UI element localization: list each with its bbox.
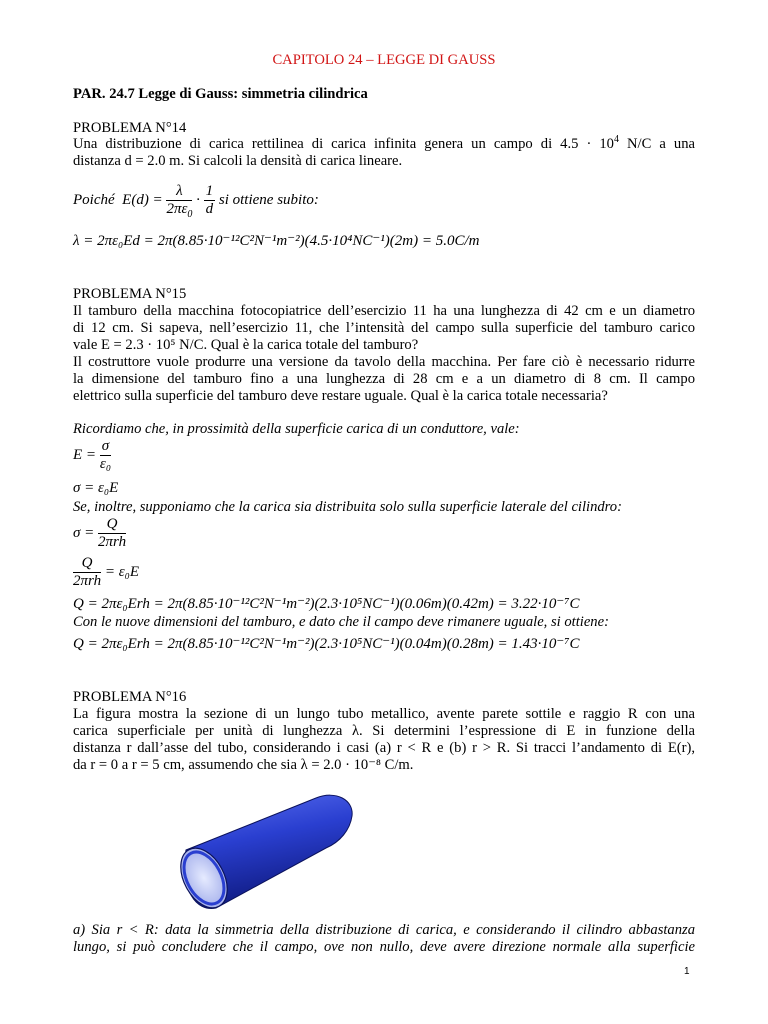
problem15-text-line: di 12 cm. Si sapeva, nell’esercizio 11, che l’intensità del campo sulla superficie del tamburo carico <box>73 320 695 336</box>
page-number: 1 <box>684 966 690 977</box>
problem15-text-line: vale E = 2.3 · 10⁵ N/C. Qual è la carica totale del tamburo? <box>73 337 419 353</box>
problem14-text-line: Una distribuzione di carica rettilinea di carica infinita genera un campo di $4.5 \cdot 10^4$ N/C a una <box>73 134 695 152</box>
formula-q1: Q = 2πε₀Erh = 2π(8.85·10⁻¹²C²N⁻¹m⁻²)(2.3·10⁵NC⁻¹)(0.06m)(0.42m) = 3.22·10⁻⁷C <box>73 596 580 612</box>
problem14-formula: Poiché E(d) = $\frac{\lambda}{2\pi\varepsilon_0}$ · $\frac{1}{d}$ si ottiene subito: <box>73 183 319 220</box>
formula-sigma-q: σ = $\frac{Q}{\text{2πrh}}$ <box>73 516 127 550</box>
fraction: $\frac{1}{d}$ <box>205 183 214 217</box>
problem14-text-line: distanza d = 2.0 m. Si calcoli la densità di carica lineare. <box>73 153 403 169</box>
chapter-title: CAPITOLO 24 – LEGGE DI GAUSS <box>272 52 496 68</box>
fraction: $\frac{Q}{\text{2πrh}}$ <box>98 516 127 550</box>
problem15-text-line: la dimensione del tamburo fino a una lunghezza di 28 cm e a un diametro di 8 cm. Il campo <box>73 371 695 387</box>
problem16-text-line: distanza r dall’asse del tubo, considerando i casi (a) r < R e (b) r > R. Si tracci l’andamento di E(r), <box>73 740 695 756</box>
problem14-equation: λ = 2πε₀Ed = 2π(8.85·10⁻¹²C²N⁻¹m⁻²)(4.5·10⁴NC⁻¹)(2m) = 5.0C/m <box>73 233 480 249</box>
problem16-text-line: carica superficiale per unità di lunghezza λ. Si determini l’espressione di E in funzione della <box>73 723 695 739</box>
problem15-heading: PROBLEMA N°15 <box>73 286 187 302</box>
fraction: $\frac{\lambda}{2\pi\varepsilon_0}$ <box>166 183 193 220</box>
problem15-text-line: elettrico sulla superficie del tamburo deve restare uguale. Qual è la carica totale necessaria? <box>73 388 608 404</box>
problem15-new-dims: Con le nuove dimensioni del tamburo, e dato che il campo deve rimanere uguale, si ottiene: <box>73 614 609 630</box>
problem14-heading: PROBLEMA N°14 <box>73 120 187 136</box>
fraction: $\frac{\sigma}{\text{ε₀}}$ <box>99 438 112 472</box>
section-title: PAR. 24.7 Legge di Gauss: simmetria cilindrica <box>73 86 368 102</box>
formula-sigma: σ = ε₀E <box>73 480 119 496</box>
problem15-text-line: Il costruttore vuole produrre una versione da tavolo della macchina. Per fare ciò è necessario ridurre <box>73 354 695 370</box>
problem16-answer-line: lungo, si può concludere che il campo, ove non nullo, deve avere direzione normale alla superficie <box>73 939 695 955</box>
problem15-assume: Se, inoltre, supponiamo che la carica sia distribuita solo sulla superficie laterale del cilindro: <box>73 499 622 515</box>
formula-q2: Q = 2πε₀Erh = 2π(8.85·10⁻¹²C²N⁻¹m⁻²)(2.3·10⁵NC⁻¹)(0.04m)(0.28m) = 1.43·10⁻⁷C <box>73 636 580 652</box>
problem15-recall: Ricordiamo che, in prossimità della superficie carica di un conduttore, vale: <box>73 421 520 437</box>
problem16-text-line: da r = 0 a r = 5 cm, assumendo che sia λ = 2.0 · 10⁻⁸ C/m. <box>73 757 414 773</box>
problem16-answer-line: a) Sia r < R: data la simmetria della distribuzione di carica, e considerando il cilindro abbastanza <box>73 922 695 938</box>
metal-tube-figure <box>176 790 356 912</box>
formula-q-e: $\frac{Q}{\text{2πrh}}$ = ε₀E <box>73 555 140 589</box>
problem15-text-line: Il tamburo della macchina fotocopiatrice dell’esercizio 11 ha una lunghezza di 42 cm e un diametro <box>73 303 695 319</box>
fraction: $\frac{Q}{\text{2πrh}}$ <box>73 555 102 589</box>
problem16-heading: PROBLEMA N°16 <box>73 689 187 705</box>
formula-e-sigma: E = $\frac{\sigma}{\text{ε₀}}$ <box>73 438 112 472</box>
problem16-text-line: La figura mostra la sezione di un lungo tubo metallico, avente parete sottile e raggio R con una <box>73 706 695 722</box>
